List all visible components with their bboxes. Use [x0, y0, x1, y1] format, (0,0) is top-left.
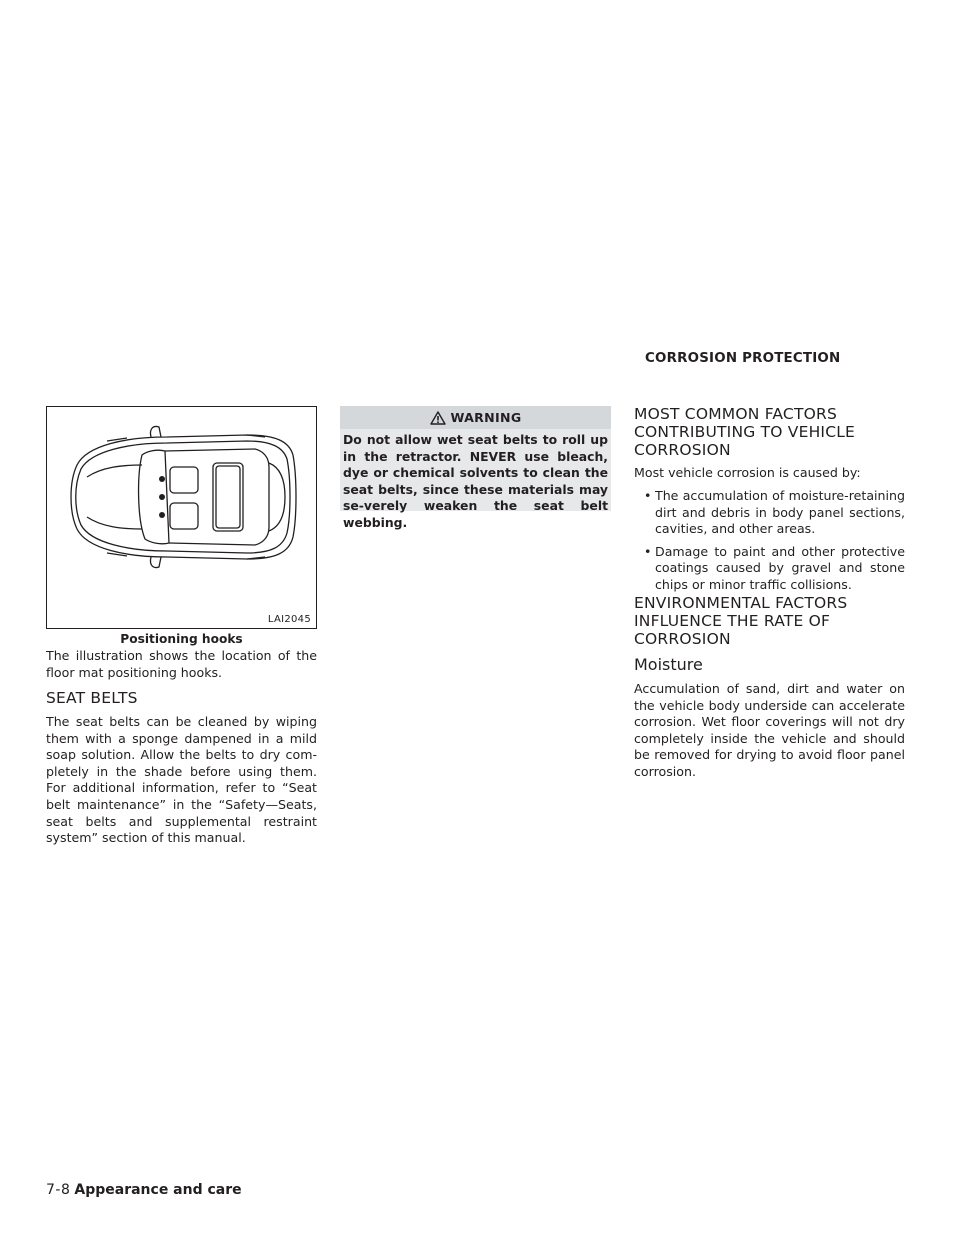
figure-caption: Positioning hooks [120, 632, 243, 646]
figure-description: The illustration shows the location of the floor mat positioning hooks. [46, 648, 317, 680]
factors-intro: Most vehicle corrosion is caused by: [634, 465, 861, 480]
page-footer [46, 1182, 242, 1198]
warning-text: Do not allow wet seat belts to roll up in the retractor. NEVER use bleach, dye or chemical solvents to clean the seat belts, since these materials may se-verely weaken the seat belt webbing. [343, 432, 608, 530]
moisture-heading: Moisture [634, 655, 703, 674]
list-item: • The accumulation of moisture-retaining dirt and debris in body panel sections, cavities, and other areas. [634, 488, 905, 538]
seat-belts-text: The seat belts can be cleaned by wiping them with a sponge dampened in a mild soap solution. Allow the belts to dry com-pletely in the shade before using them. For additional information, refer to “Seat belt maintenance” in the “Safety—Seats, seat belts and supplemental restraint system” section of this manual. [46, 714, 317, 846]
section-title: CORROSION PROTECTION [645, 351, 841, 366]
moisture-text: Accumulation of sand, dirt and water on the vehicle body underside can accelerate corrosion. Wet floor coverings will not dry completely inside the vehicle and should be removed for drying to avoid floor panel corrosion. [634, 681, 905, 779]
figure-box [46, 406, 317, 629]
page-number: 7-8 [46, 1182, 71, 1198]
environmental-heading: ENVIRONMENTAL FACTORS INFLUENCE THE RATE OF CORROSION [634, 594, 848, 648]
factors-list [634, 488, 905, 600]
list-item: • Damage to paint and other protective coatings caused by gravel and stone chips or minor traffic collisions. [634, 544, 905, 594]
factors-heading: MOST COMMON FACTORS CONTRIBUTING TO VEHICLE CORROSION [634, 405, 856, 459]
warning-header [340, 406, 611, 429]
warning-label: WARNING [450, 410, 522, 425]
seat-belts-heading: SEAT BELTS [46, 689, 138, 707]
warning-triangle-icon [430, 411, 446, 425]
figure-id: LAI2045 [267, 614, 311, 625]
chapter-title: Appearance and care [74, 1182, 242, 1198]
warning-box [340, 406, 611, 530]
car-top-view-illustration [47, 407, 316, 628]
